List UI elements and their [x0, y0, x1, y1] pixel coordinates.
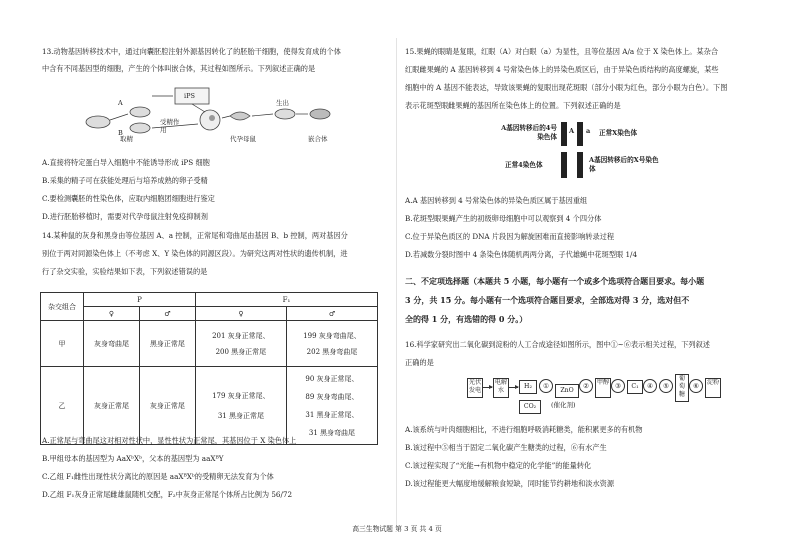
th-f1: F₁ [195, 293, 377, 307]
th-p-male: ♂ [139, 307, 195, 321]
q15-stem-line1: 15.果蝇的眼睛是复眼，红眼（A）对白眼（a）为显性，且等位基因 A/a 位于 X 染色体上。某杂合 [405, 47, 719, 56]
q15-figure [497, 122, 727, 184]
label-bottom-right: A基因转移后的X号染色体 [589, 156, 659, 173]
row2-name: 乙 [41, 367, 84, 445]
q15-stem-line2: 红眼雌果蝇的 A 基因转移到 4 号常染色体上的异染色质区后，由于异染色质结构的高度螺旋，某些 [405, 65, 719, 74]
row1-f1-male-l1: 199 灰身弯曲尾、 [303, 331, 361, 340]
box-methanol: 甲醇 [595, 378, 611, 398]
box-glucose: 葡萄糖 [675, 374, 689, 402]
q13-stem-line2: 中含有不同基因型的细胞，产生的个体叫嵌合体，其过程如图所示。下列叙述正确的是 [42, 64, 316, 73]
mouse-b-icon [130, 107, 150, 117]
row2-f1-male-l2: 89 灰身弯曲尾、 [305, 392, 359, 401]
fig13-label-born: 生出 [276, 99, 289, 107]
row2-f1-female [195, 367, 286, 445]
q13-option-c: C.要检测囊胚的性染色体，应取内细胞团细胞进行鉴定 [42, 194, 215, 203]
section2-line3: 全的得 1 分，有选错的得 0 分。） [405, 314, 528, 324]
q15-option-a: A.A 基因转移到 4 号常染色体的异染色质区属于基因重组 [405, 196, 588, 205]
fig13-label-sperm: 取精 [120, 135, 133, 143]
th-combo: 杂交组合 [41, 293, 84, 321]
q15-option-b: B.花斑型眼果蝇产生的初级卵母细胞中可以观察到 4 个四分体 [405, 214, 602, 223]
row1-p-female: 灰身弯曲尾 [84, 321, 140, 367]
q16-stem-line2: 正确的是 [405, 358, 434, 367]
fig13-label-chimera: 嵌合体 [308, 135, 328, 143]
th-f1-female: ♀ [195, 307, 286, 321]
q13-option-d: D.进行胚胎移植时，需要对代孕母鼠注射免疫抑制剂 [42, 212, 208, 221]
chromosome-4-transferred [561, 122, 567, 146]
chromosome-4-normal [561, 152, 567, 178]
row2-p-female: 灰身正常尾 [84, 367, 140, 445]
step-4: ④ [643, 379, 657, 393]
row1-f1-male [286, 321, 377, 367]
fig13-label-surrogate: 代孕母鼠 [230, 135, 256, 143]
box-starch: 淀粉 [705, 378, 721, 398]
box-co2: CO₂ [519, 400, 541, 414]
inner-cell-icon [209, 115, 215, 121]
step-2: ② [579, 379, 593, 393]
row2-f1-female-l1: 179 灰身正常尾、 [212, 391, 270, 400]
q13-option-a: A.直接将特定蛋白导入细胞中不能诱导形成 iPS 细胞 [42, 158, 210, 167]
row2-f1-female-l2: 31 黑身正常尾 [217, 411, 264, 420]
row1-f1-male-l2: 202 黑身弯曲尾 [306, 347, 358, 356]
box-zno: ZnO [555, 384, 579, 398]
q14-stem-line1: 14.某种鼠的灰身和黑身由等位基因 A、a 控制，正常尾和弯曲尾由基因 B、b 控制，两对基因分 [42, 231, 348, 240]
row1-name: 甲 [41, 321, 84, 367]
offspring-icon [275, 109, 295, 119]
mouse-sperm-icon [130, 123, 150, 133]
step-3: ③ [611, 379, 625, 393]
box-solar-power: 光伏发电 [467, 378, 483, 398]
q16-option-d: D.该过程能更大幅度地缓解粮食短缺，同时能节约耕地和淡水资源 [405, 479, 615, 488]
label-top-left: A基因转移后的4号染色体 [501, 124, 557, 141]
row1-f1-female-l2: 200 黑身正常尾 [215, 347, 267, 356]
box-c1: C₁ [627, 380, 643, 394]
arrow-2 [508, 387, 518, 388]
fig13-label-fert: 受精作用 [160, 118, 180, 134]
label-catalyst: (催化剂) [551, 401, 576, 409]
step-1: ① [539, 379, 553, 393]
q14-option-d: D.乙组 F₁灰身正常尾雌雄鼠随机交配，F₂中灰身正常尾个体所占比例为 56/72 [42, 490, 293, 499]
chimera-icon [310, 109, 330, 119]
section2-line2: 3 分，共 15 分。每小题有一个选项符合题目要求，全部选对得 3 分，选对但不 [405, 295, 690, 305]
mouse-a-icon [86, 116, 110, 128]
row1-p-male: 黑身正常尾 [139, 321, 195, 367]
box-h2: H₂ [519, 380, 537, 394]
q15-option-d: D.若减数分裂时图中 4 条染色体随机两两分离，子代雄蝇中花斑型眼 1/4 [405, 250, 638, 259]
arrow-1 [482, 387, 492, 388]
row2-f1-male-l3: 31 黑身正常尾、 [305, 410, 359, 419]
th-p: P [84, 293, 196, 307]
row2-f1-male-l4: 31 黑身弯曲尾 [308, 428, 356, 437]
label-gene-a: a [586, 127, 591, 135]
q14-option-a: A.正常尾与弯曲尾这对相对性状中，显性性状为正常尾，其基因位于 X 染色体上 [42, 436, 297, 445]
section2-line1: 二、不定项选择题（本题共 5 小题，每小题有一个或多个选项符合题目要求。每小题 [405, 276, 705, 286]
q14-option-b: B.甲组母本的基因型为 AaXᵇXᵇ，父本的基因型为 aaXᴮY [42, 454, 224, 463]
q16-stem-line1: 16.科学家研究出二氧化碳到淀粉的人工合成途径如图所示，图中①~⑥表示相关过程，下列叙述 [405, 340, 710, 349]
q16-option-a: A.该系统与叶肉细胞相比，不进行细胞呼吸消耗糖类，能积累更多的有机物 [405, 425, 643, 434]
q13-stem-line1: 13.动物基因转移技术中，通过向囊胚腔注射外源基因转化了的胚胎干细胞，使得发育成的个体 [42, 47, 341, 56]
q14-stem-line2: 别位于两对同源染色体上（不考虑 X、Y 染色体的同源区段）。为研究这两对性状的遗传机制，进 [42, 249, 348, 258]
q16-figure [467, 372, 727, 418]
q14-cross-table [40, 292, 378, 445]
fig13-label-a: A [118, 99, 123, 107]
q16-option-b: B.该过程中⑤相当于固定二氧化碳产生糖类的过程，⑥有水产生 [405, 443, 607, 452]
label-normal-x: 正常X染色体 [599, 129, 638, 137]
surrogate-icon [230, 112, 250, 120]
row2-f1-male-l1: 90 灰身正常尾、 [305, 374, 359, 383]
fig13-label-b: B [118, 129, 123, 137]
right-column [397, 0, 794, 560]
q14-stem-line3: 行了杂交实验，实验结果如下表，下列叙述错误的是 [42, 267, 208, 276]
label-normal-4: 正常4染色体 [505, 161, 543, 169]
q15-stem-line4: 表示花斑型眼雌果蝇的基因所在染色体上的位置。下列叙述正确的是 [405, 101, 621, 110]
row2-p-male: 灰身正常尾 [139, 367, 195, 445]
fig13-label-ips: iPS [184, 92, 195, 100]
q16-option-c: C.该过程实现了“光能→有机物中稳定的化学能”的能量转化 [405, 461, 592, 470]
page-footer: 高三生物试题 第 3 页 共 4 页 [352, 525, 442, 533]
label-gene-A: A [569, 127, 575, 135]
row1-f1-female [195, 321, 286, 367]
step-6: ⑥ [689, 379, 703, 393]
box-electrolysis: 电解水 [493, 378, 509, 398]
q13-option-b: B.采集的精子可在获能处理后与培养成熟的卵子受精 [42, 176, 208, 185]
q15-option-c: C.位于异染色质区的 DNA 片段因为解旋困难而直接影响转录过程 [405, 232, 615, 241]
row2-f1-male [286, 367, 377, 445]
th-p-female: ♀ [84, 307, 140, 321]
q13-figure [80, 84, 340, 144]
q15-stem-line3: 细胞中的 A 基因不能表达，导致该果蝇的复眼出现花斑眼（部分小眼为红色，部分小眼为白色）。下图 [405, 83, 728, 92]
row1-f1-female-l1: 201 灰身正常尾、 [212, 331, 270, 340]
q14-option-c: C.乙组 F₁雌性出现性状分离比的原因是 aaXᴮXᵇ的受精卵无法发育为个体 [42, 472, 274, 481]
th-f1-male: ♂ [286, 307, 377, 321]
chromosome-x-transferred [577, 152, 583, 178]
step-5: ⑤ [659, 379, 673, 393]
chromosome-x-normal [577, 122, 583, 146]
